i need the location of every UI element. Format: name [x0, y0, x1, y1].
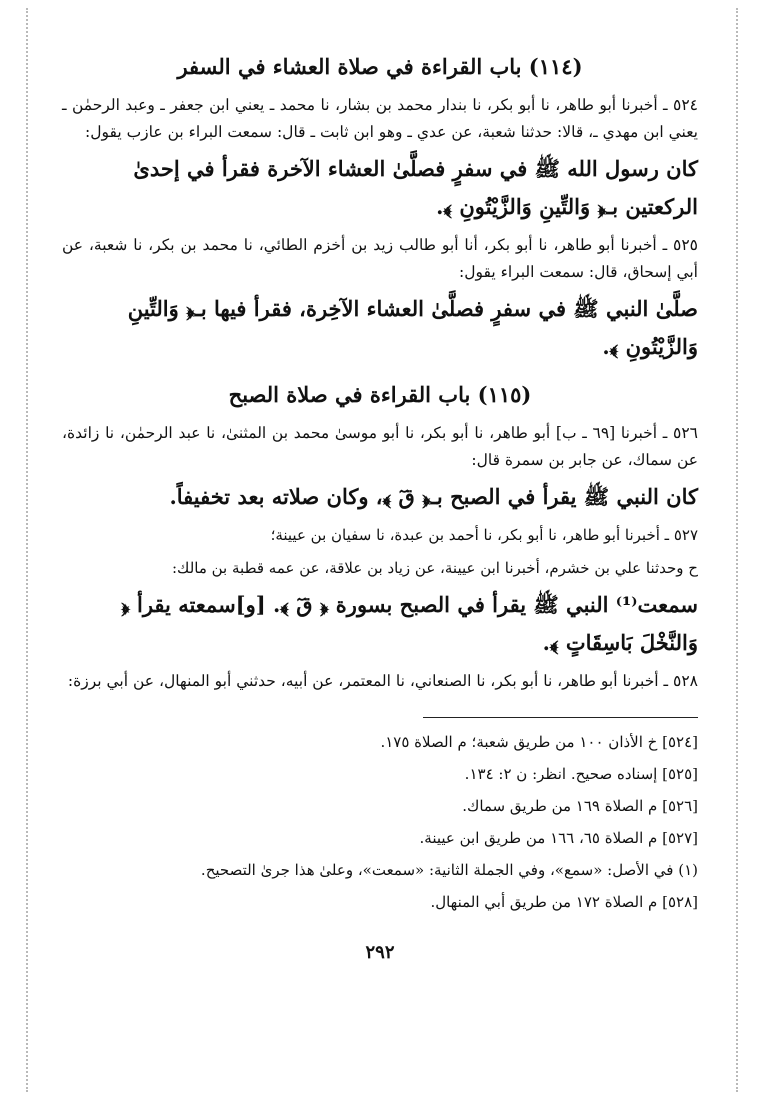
hadith-525-isnad: ٥٢٥ ـ أخبرنا أبو طاهر، نا أبو بكر، أنا أبو طالب زيد بن أخزم الطائي، نا محمد بن بكر، نا شعبة، عن أبي إسحاق، قال: سمعت البراء يقول: [62, 236, 698, 281]
footnote-1: (١) في الأصل: «سمع»، وفي الجملة الثانية: «سمعت»، وعلىٰ هذا جرىٰ التصحيح. [200, 861, 698, 879]
footnote-526: [٥٢٦] م الصلاة ١٦٩ من طريق سماك. [462, 797, 698, 815]
right-margin-dots [736, 8, 738, 1092]
footnote-527: [٥٢٧] م الصلاة ٦٥، ١٦٦ من طريق ابن عيينة. [419, 829, 698, 847]
left-margin-dots [26, 8, 28, 1092]
hadith-524-isnad: ٥٢٤ ـ أخبرنا أبو طاهر، نا أبو بكر، نا بندار محمد بن بشار، نا محمد ـ يعني ابن جعفر ـ وعبد الرحمٰن ـ يعني ابن مهدي ـ، قالا: حدثنا شعبة، عن عدي ـ وهو ابن ثابت ـ قال: سمعت البراء بن عازب يقول: [62, 96, 698, 141]
chapter-title-114: (١١٤) باب القراءة في صلاة العشاء في السفر [177, 54, 583, 79]
hadith-527-isnad-1: ٥٢٧ ـ أخبرنا أبو طاهر، نا أبو بكر، نا أحمد بن عبدة، نا سفيان بن عيينة؛ [270, 526, 698, 544]
footnotes-separator [423, 717, 698, 718]
chapter-title-115: (١١٥) باب القراءة في صلاة الصبح [228, 382, 532, 407]
hadith-526-text: كان النبي ﷺ يقرأ في الصبح بـ﴿ قٓ ﴾، وكان صلاته بعد تخفيفاً. [169, 484, 698, 509]
hadith-524-text: كان رسول الله ﷺ في سفرٍ فصلَّىٰ العشاء الآخرة فقرأ في إحدىٰ الركعتين بـ﴿ وَالتِّينِ وَالزَّيْتُونِ ﴾. [133, 156, 698, 219]
footnote-528: [٥٢٨] م الصلاة ١٧٢ من طريق أبي المنهال. [430, 893, 698, 911]
page-number: ٢٩٢ [365, 942, 395, 963]
hadith-527-isnad-2: ح وحدثنا علي بن خشرم، أخبرنا ابن عيينة، عن زياد بن علاقة، عن عمه قطبة بن مالك: [172, 559, 698, 577]
footnotes [62, 728, 698, 916]
document-page [62, 52, 698, 963]
hadith-525-text: صلَّىٰ النبي ﷺ في سفرٍ فصلَّىٰ العشاء الآخِرة، فقرأ فيها بـ﴿ وَالتِّينِ وَالزَّيْتُونِ ﴾. [127, 296, 698, 359]
hadith-527-text: سمعت⁽¹⁾ النبي ﷺ يقرأ في الصبح بسورة ﴿ قٓ ﴾. [و]سمعته يقرأ ﴿ وَالنَّخْلَ بَاسِقَاتٍ ﴾. [121, 592, 698, 655]
footnote-525: [٥٢٥] إسناده صحيح. انظر: ن ٢: ١٣٤. [464, 765, 698, 783]
footnote-524: [٥٢٤] خ الأذان ١٠٠ من طريق شعبة؛ م الصلاة ١٧٥. [380, 733, 698, 751]
hadith-526-isnad: ٥٢٦ ـ أخبرنا [٦٩ ـ ب] أبو طاهر، نا أبو بكر، نا أبو موسىٰ محمد بن المثنىٰ، نا عبد الرحمٰن، نا زائدة، عن سماك، عن جابر بن سمرة قال: [62, 424, 699, 469]
hadith-528-isnad: ٥٢٨ ـ أخبرنا أبو طاهر، نا أبو بكر، نا الصنعاني، نا المعتمر، عن أبيه، حدثني أبو المنهال، عن أبي برزة: [67, 672, 698, 690]
